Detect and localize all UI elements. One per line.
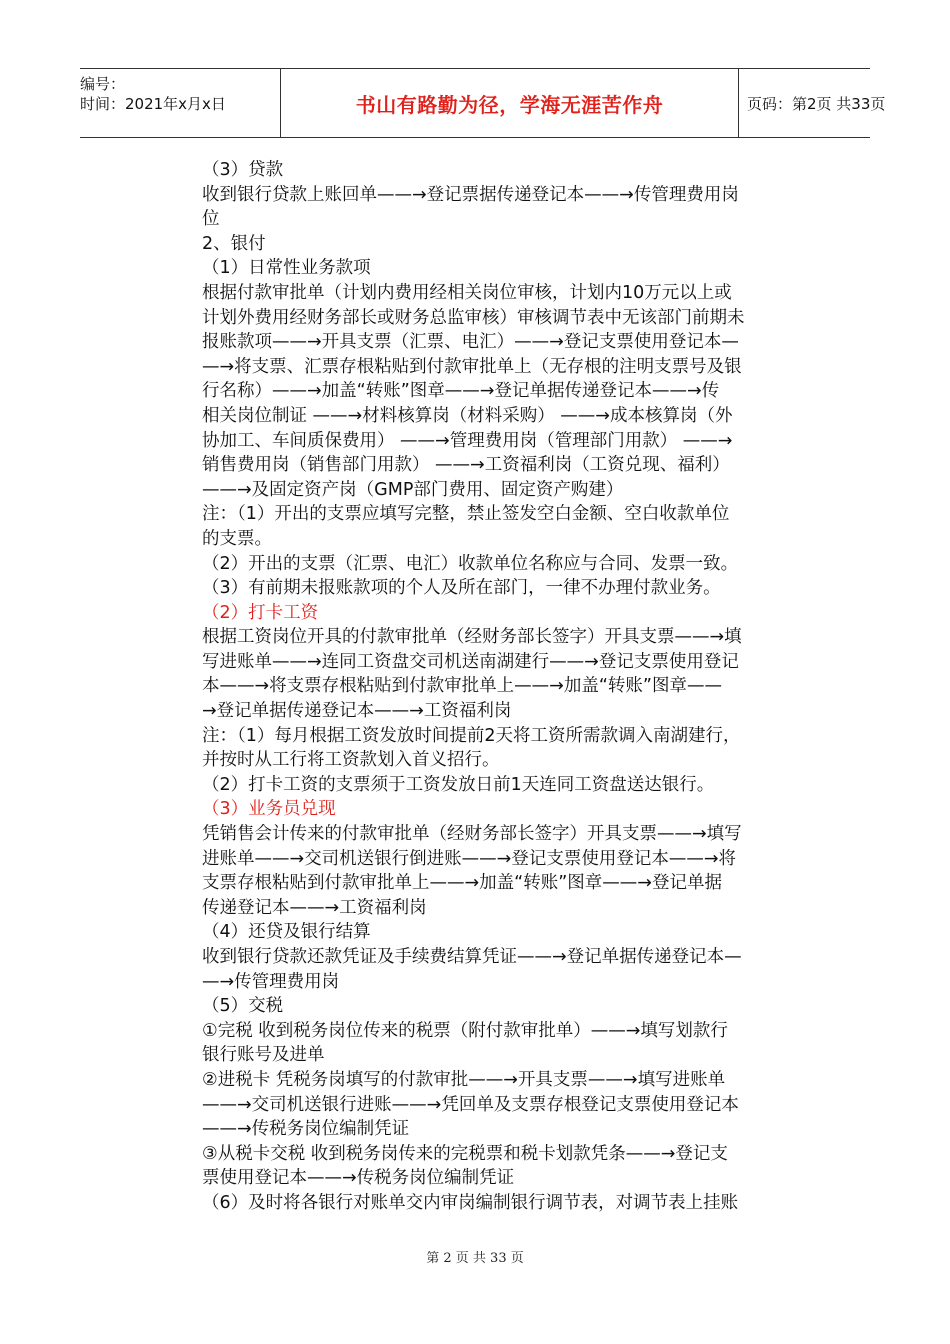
text-line: 并按时从工行将工资款划入首义招行。 xyxy=(202,750,500,771)
text-line: →登记单据传递登记本——→工资福利岗 xyxy=(202,701,512,722)
text-line: （6）及时将各银行对账单交内审岗编制银行调节表，对调节表上挂账 xyxy=(202,1192,739,1213)
motto-text: 书山有路勤为径，学海无涯苦作舟 xyxy=(355,92,664,117)
header-meta xyxy=(80,69,280,142)
text-line: （3）有前期未报账款项的个人及所在部门，一律不办理付款业务。 xyxy=(202,578,721,599)
text-line: 相关岗位制证 ——→材料核算岗（材料采购） ——→成本核算岗（外 xyxy=(202,405,733,426)
text-line: 收到银行贷款上账回单——→登记票据传递登记本——→传管理费用岗 xyxy=(202,184,739,205)
header-motto-cell xyxy=(280,69,739,137)
document-body xyxy=(202,158,802,1216)
text-line: 收到银行贷款还款凭证及手续费结算凭证——→登记单据传递登记本— xyxy=(202,947,742,967)
text-line: ①完税 收到税务岗位传来的税票（附付款审批单）——→填写划款行 xyxy=(202,1020,728,1041)
text-line: 销售费用岗（销售部门用款） ——→工资福利岗（工资兑现、福利） xyxy=(202,455,730,476)
section-heading: （3）业务员兑现 xyxy=(202,799,336,820)
serial-label: 编号： xyxy=(80,75,126,93)
text-line: 票使用登记本——→传税务岗位编制凭证 xyxy=(202,1168,515,1189)
text-line: ——→及固定资产岗（GMP部门费用、固定资产购建） xyxy=(202,479,624,500)
text-line: 银行账号及进单 xyxy=(202,1045,325,1066)
text-line: 进账单——→交司机送银行倒进账——→登记支票使用登记本——→将 xyxy=(202,848,736,869)
text-line: ——→传税务岗位编制凭证 xyxy=(202,1119,410,1140)
text-line: 的支票。 xyxy=(202,528,272,549)
text-line: （1）日常性业务款项 xyxy=(202,258,371,279)
text-line: 报账款项——→开具支票（汇票、电汇）——→登记支票使用登记本— xyxy=(202,332,739,353)
page-label: 页码：第2页 共33页 xyxy=(747,94,886,113)
time-label: 时间：2021年x月x日 xyxy=(80,95,226,113)
text-line: 注：（1）每月根据工资发放时间提前2天将工资所需款调入南湖建行， xyxy=(202,725,741,746)
text-line: （2）开出的支票（汇票、电汇）收款单位名称应与合同、发票一致。 xyxy=(202,553,739,574)
text-line: 凭销售会计传来的付款审批单（经财务部长签字）开具支票——→填写 xyxy=(202,824,742,845)
text-line: （5）交税 xyxy=(202,996,284,1017)
text-line: 位 xyxy=(202,209,220,230)
text-line: 计划外费用经财务部长或财务总监审核）审核调节表中无该部门前期未 xyxy=(202,307,745,328)
text-line: 协加工、车间质保费用） ——→管理费用岗（管理部门用款） ——→ xyxy=(202,430,733,451)
text-line: （4）还贷及银行结算 xyxy=(202,922,371,943)
text-line: —→传管理费用岗 xyxy=(202,971,340,992)
text-line: —→将支票、汇票存根粘贴到付款审批单上（无存根的注明支票号及银 xyxy=(202,356,742,377)
page-header xyxy=(80,68,886,138)
text-line: 2、银付 xyxy=(202,233,266,254)
text-line: ——→交司机送银行进账——→凭回单及支票存根登记支票使用登记本 xyxy=(202,1094,739,1115)
section-heading: （2）打卡工资 xyxy=(202,602,319,623)
text-line: 行名称）——→加盖“转账”图章——→登记单据传递登记本——→传 xyxy=(202,381,720,402)
text-line: 本——→将支票存根粘贴到付款审批单上——→加盖“转账”图章—— xyxy=(202,676,722,697)
text-line: 写进账单——→连同工资盘交司机送南湖建行——→登记支票使用登记 xyxy=(202,651,739,672)
text-line: 注：（1）开出的支票应填写完整，禁止签发空白金额、空白收款单位 xyxy=(202,504,730,525)
text-line: 根据工资岗位开具的付款审批单（经财务部长签字）开具支票——→填 xyxy=(202,627,742,648)
text-line: 根据付款审批单（计划内费用经相关岗位审核，计划内10万元以上或 xyxy=(202,282,732,303)
text-line: ②进税卡 凭税务岗填写的付款审批——→开具支票——→填写进账单 xyxy=(202,1069,726,1090)
page-footer: 第 2 页 共 33 页 xyxy=(426,1251,524,1266)
text-line: （2）打卡工资的支票须于工资发放日前1天连同工资盘送达银行。 xyxy=(202,774,715,795)
header-page-cell xyxy=(739,69,886,137)
text-line: ③从税卡交税 收到税务岗传来的完税票和税卡划款凭条——→登记支 xyxy=(202,1143,728,1164)
text-line: （3）贷款 xyxy=(202,160,284,180)
text-line: 支票存根粘贴到付款审批单上——→加盖“转账”图章——→登记单据 xyxy=(202,873,722,894)
text-line: 传递登记本——→工资福利岗 xyxy=(202,897,427,918)
